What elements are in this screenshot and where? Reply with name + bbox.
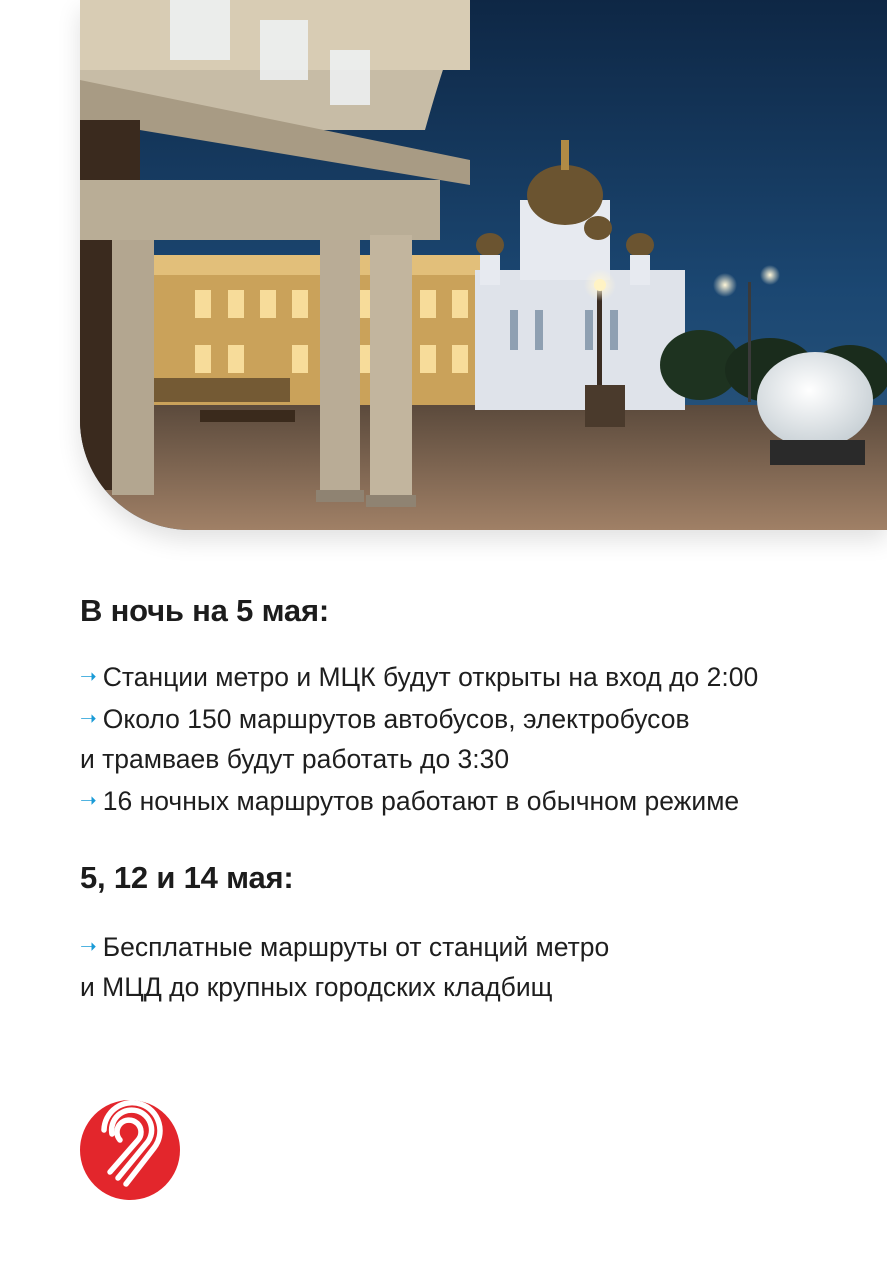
list-item: ➝ 16 ночных маршрутов работают в обычном режиме <box>80 786 740 816</box>
list-item: ➝ Станции метро и МЦК будут открыты на вход до 2:00 <box>80 662 759 692</box>
section1-heading: В ночь на 5 мая: <box>80 593 329 628</box>
list-item: ➝ Бесплатные маршруты от станций метро <box>80 932 610 962</box>
arrow-right-icon: ➝ <box>80 666 97 688</box>
list-item-continuation: и трамваев будут работать до 3:30 <box>80 744 510 774</box>
list-item: ➝ Около 150 маршрутов автобусов, электробусов <box>80 704 690 734</box>
transport-logo-icon <box>80 1100 180 1200</box>
section2-heading: 5, 12 и 14 мая: <box>80 860 294 895</box>
arrow-right-icon: ➝ <box>80 790 97 812</box>
list-item-continuation: и МЦД до крупных городских кладбищ <box>80 972 553 1002</box>
arrow-right-icon: ➝ <box>80 708 97 730</box>
hero-photo <box>80 0 887 530</box>
arrow-right-icon: ➝ <box>80 936 97 958</box>
